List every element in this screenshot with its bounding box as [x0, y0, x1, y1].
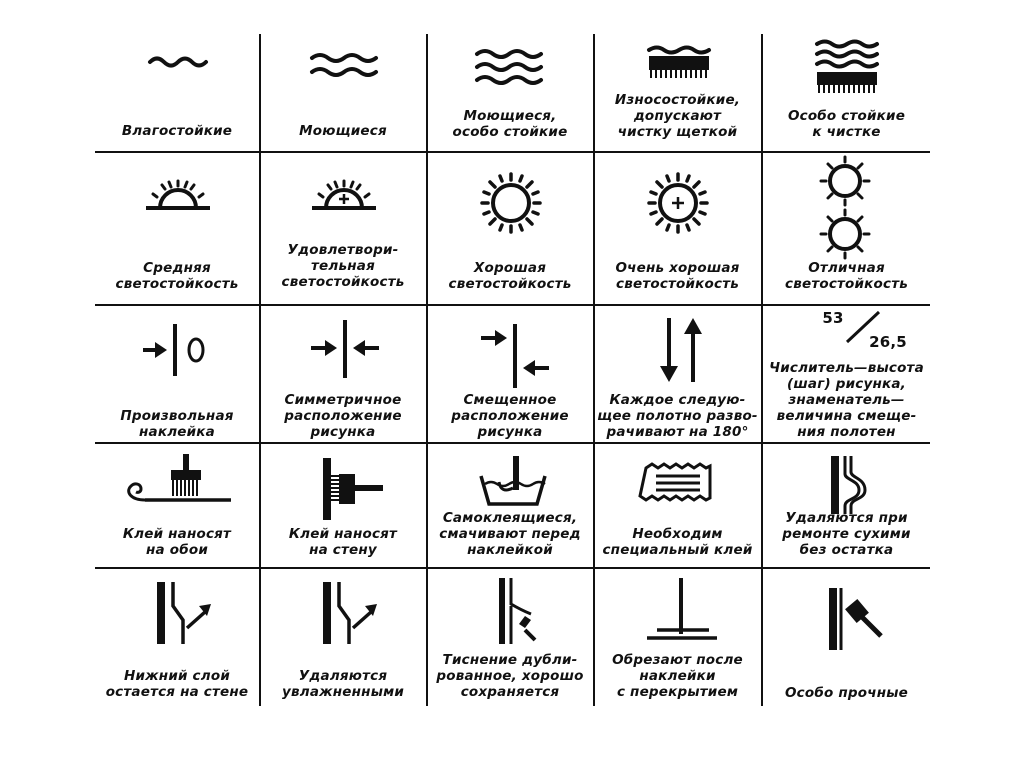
- wave-2-icon: [308, 48, 378, 88]
- symbol-label: Числитель—высота (шаг) рисунка, знаменатель— величина смеще- ния полотен: [769, 360, 924, 440]
- wave-1-icon: [143, 50, 213, 80]
- symbol-label: Отличная светостойкость: [785, 260, 908, 292]
- symbol-label: Средняя светостойкость: [115, 260, 239, 292]
- brush-wave-strong-icon: [811, 38, 883, 102]
- grid-line: [95, 442, 930, 444]
- symbol-label: Симметричное расположение рисунка: [284, 392, 402, 440]
- extra-durable-icon: [825, 586, 889, 652]
- wallpaper-symbols-table: [95, 30, 930, 710]
- symbol-label: Клей наносят на обои: [122, 526, 232, 558]
- symbol-label: Произвольная наклейка: [120, 408, 234, 440]
- symbol-label: Особо стойкие к чистке: [787, 108, 906, 140]
- wave-3-icon: [473, 46, 543, 96]
- symbol-label: Очень хорошая светостойкость: [615, 260, 740, 292]
- symbol-label: Моющиеся: [299, 123, 387, 139]
- half-sun-icon: [140, 172, 216, 214]
- grid-line: [95, 151, 930, 153]
- brush-wave-icon: [643, 44, 715, 88]
- overlap-cut-icon: [643, 576, 719, 646]
- strippable-icon: [827, 454, 873, 518]
- symbol-label: Самоклеящиеся, смачивают перед наклейкой: [439, 510, 581, 558]
- grid-line: [95, 304, 930, 306]
- symbol-label: Клей наносят на стену: [288, 526, 398, 558]
- reverse-hanging-icon: [653, 314, 709, 386]
- offset-match-icon: [475, 320, 555, 392]
- fraction-numerator: 53: [822, 309, 844, 327]
- peelable-icon: [151, 578, 221, 650]
- paste-the-wallcovering-icon: [121, 450, 237, 508]
- symbol-label: Нижний слой остается на стене: [105, 668, 249, 700]
- special-adhesive-icon: [640, 460, 716, 508]
- symbol-label: Износостойкие, допускают чистку щеткой: [614, 92, 741, 140]
- symbol-label: Особо прочные: [785, 685, 908, 701]
- grid-line: [95, 567, 930, 569]
- symbol-label: Необходим специальный клей: [602, 526, 753, 558]
- duplex-embossed-icon: [493, 576, 549, 648]
- symbol-label: Смещенное расположение рисунка: [451, 392, 569, 440]
- double-sun-icon: [817, 154, 873, 262]
- prepasted-icon: [475, 454, 551, 510]
- symbol-label: Удовлетвори- тельная светостойкость: [281, 242, 405, 290]
- wet-removable-icon: [317, 578, 387, 650]
- symbol-label: Влагостойкие: [121, 123, 233, 139]
- symbol-label: Обрезают после наклейки с перекрытием: [612, 652, 743, 700]
- sun-icon: [478, 170, 544, 236]
- symbol-label: Моющиеся, особо стойкие: [452, 108, 568, 140]
- half-sun-plus-icon: [306, 172, 382, 214]
- symbol-label: Удаляются увлажненными: [281, 668, 404, 700]
- free-hanging-icon: [139, 318, 215, 382]
- paste-the-wall-icon: [317, 454, 389, 524]
- symbol-label: Хорошая светостойкость: [448, 260, 572, 292]
- symbol-label: Тиснение дубли- рованное, хорошо сохраняется: [436, 652, 584, 700]
- sun-plus-icon: [645, 170, 711, 236]
- symmetric-match-icon: [305, 316, 385, 384]
- symbol-label: Удаляются при ремонте сухими без остатка: [782, 510, 911, 558]
- fraction-denominator: 26,5: [869, 333, 907, 351]
- symbol-label: Каждое следую- щее полотно разво- рачивают на 180°: [597, 392, 758, 440]
